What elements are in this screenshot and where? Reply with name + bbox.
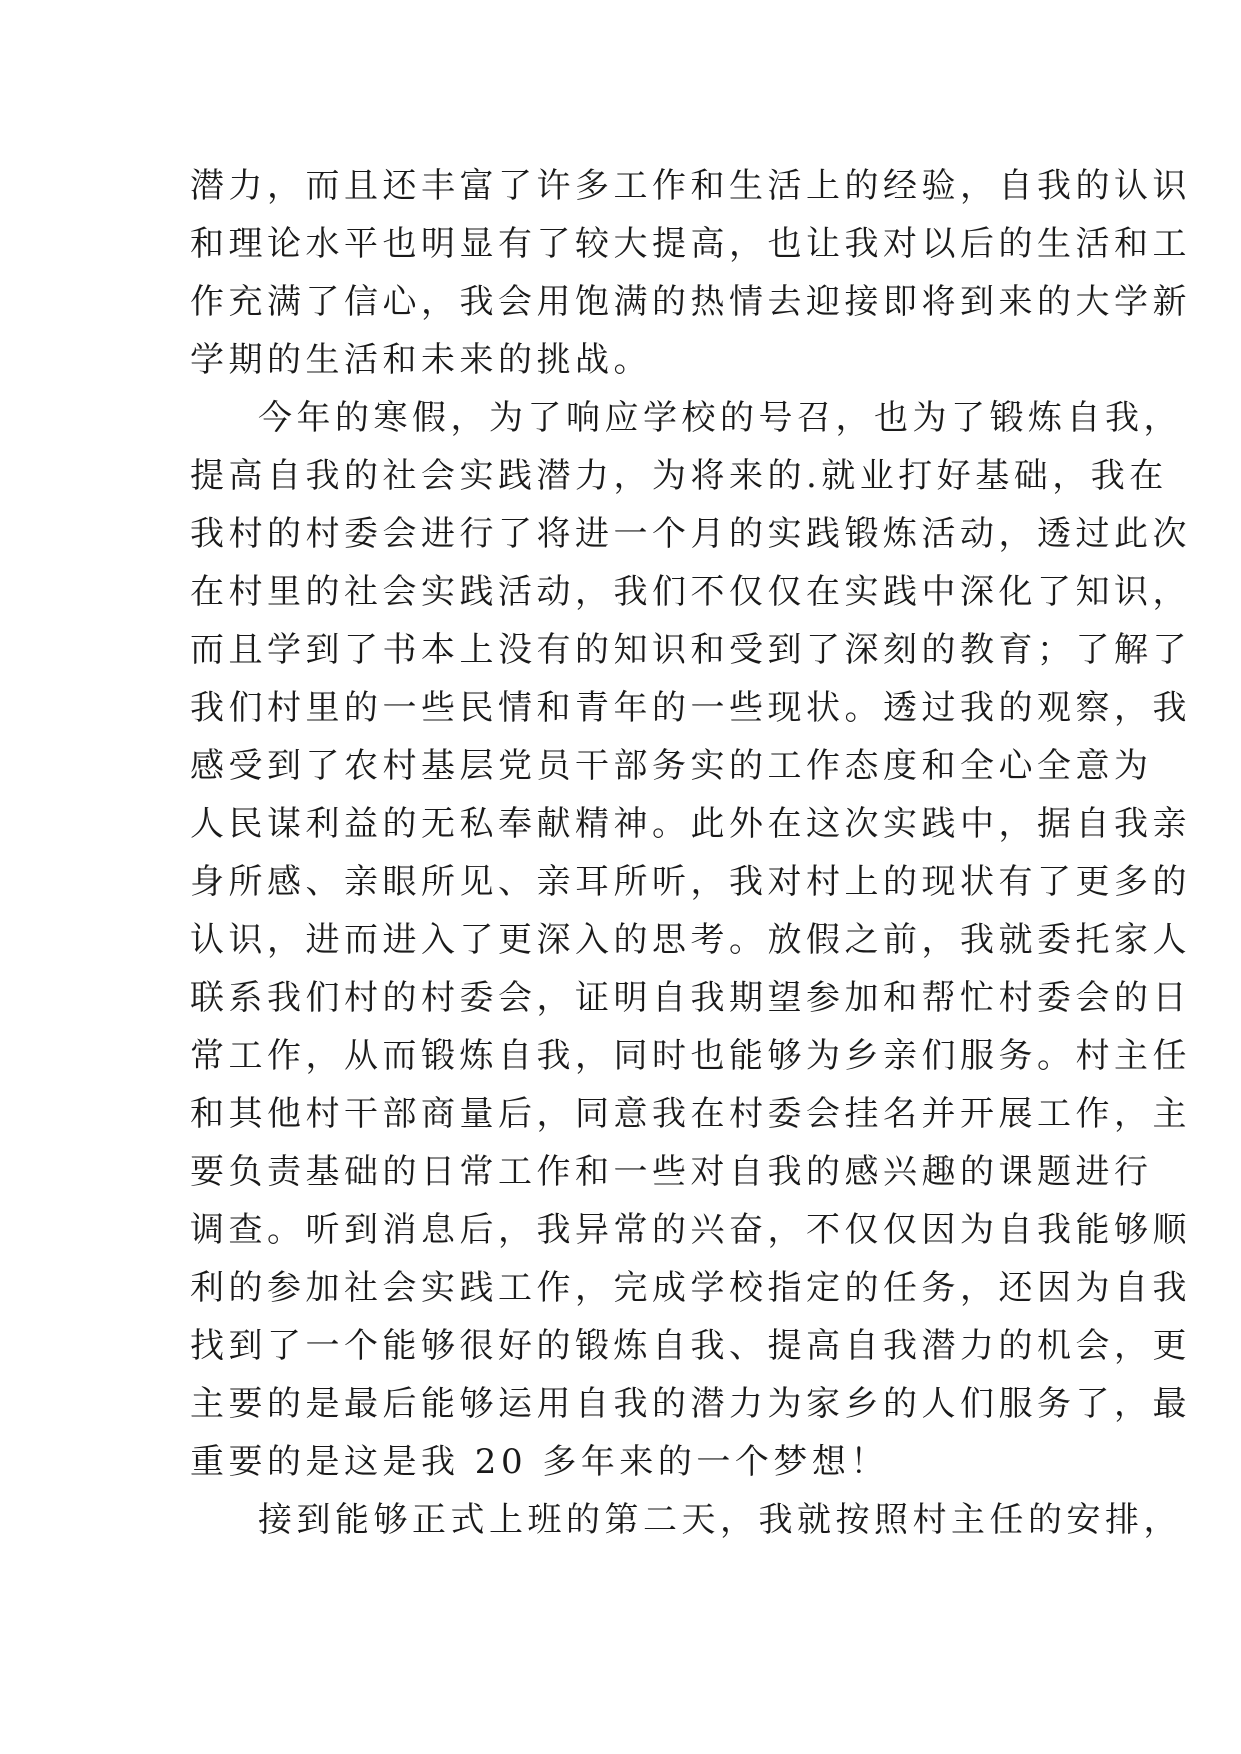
text-line: 作充满了信心，我会用饱满的热情去迎接即将到来的大学新 (190, 282, 1191, 322)
text-line: 而且学到了书本上没有的知识和受到了深刻的教育；了解了 (190, 630, 1191, 670)
text-line: 在村里的社会实践活动，我们不仅仅在实践中深化了知识， (190, 572, 1191, 612)
text-line: 联系我们村的村委会，证明自我期望参加和帮忙村委会的日 (190, 978, 1191, 1018)
text-line: 认识，进而进入了更深入的思考。放假之前，我就委托家人 (190, 920, 1191, 960)
text-line: 身所感、亲眼所见、亲耳所听，我对村上的现状有了更多的 (190, 862, 1191, 902)
text-line: 和理论水平也明显有了较大提高，也让我对以后的生活和工 (190, 224, 1191, 264)
text-line: 接到能够正式上班的第二天，我就按照村主任的安排， (258, 1500, 1182, 1540)
text-line: 学期的生活和未来的挑战。 (190, 340, 652, 380)
text-line: 调查。听到消息后，我异常的兴奋，不仅仅因为自我能够顺 (190, 1210, 1191, 1250)
paragraph-1 (190, 157, 1191, 389)
text-line: 主要的是最后能够运用自我的潜力为家乡的人们服务了，最 (190, 1384, 1191, 1424)
text-line: 我们村里的一些民情和青年的一些现状。透过我的观察，我 (190, 688, 1191, 728)
text-line: 潜力，而且还丰富了许多工作和生活上的经验，自我的认识 (190, 166, 1191, 206)
document-body (190, 157, 1191, 1549)
text-line: 提高自我的社会实践潜力，为将来的.就业打好基础，我在 (190, 456, 1168, 496)
text-line: 今年的寒假，为了响应学校的号召，也为了锻炼自我， (258, 398, 1182, 438)
text-line: 我村的村委会进行了将进一个月的实践锻炼活动，透过此次 (190, 514, 1191, 554)
text-line: 感受到了农村基层党员干部务实的工作态度和全心全意为 (190, 746, 1153, 786)
text-line: 人民谋利益的无私奉献精神。此外在这次实践中，据自我亲 (190, 804, 1191, 844)
text-line: 要负责基础的日常工作和一些对自我的感兴趣的课题进行 (190, 1152, 1153, 1192)
text-line: 和其他村干部商量后，同意我在村委会挂名并开展工作，主 (190, 1094, 1191, 1134)
paragraph-2 (190, 389, 1191, 1491)
text-line: 常工作，从而锻炼自我，同时也能够为乡亲们服务。村主任 (190, 1036, 1191, 1076)
text-line: 利的参加社会实践工作，完成学校指定的任务，还因为自我 (190, 1268, 1191, 1308)
text-line: 重要的是这是我 20 多年来的一个梦想！ (190, 1442, 889, 1482)
paragraph-3 (190, 1491, 1182, 1549)
text-line: 找到了一个能够很好的锻炼自我、提高自我潜力的机会，更 (190, 1326, 1191, 1366)
